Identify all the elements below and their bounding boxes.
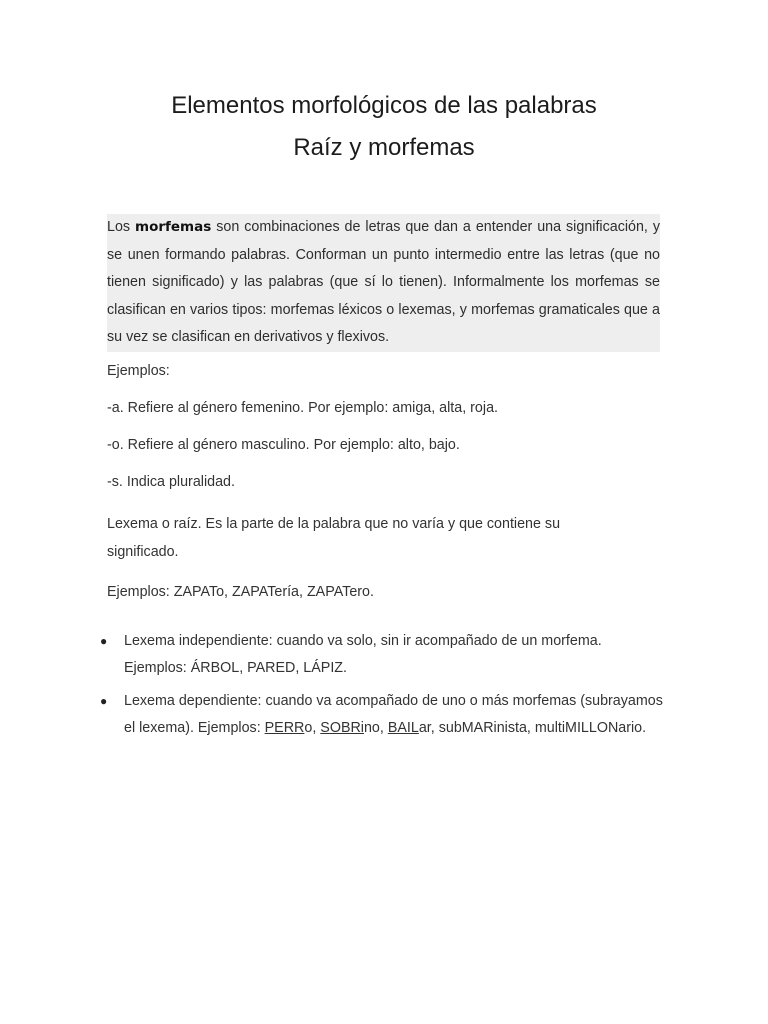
bullet-icon: ●: [100, 634, 108, 648]
underlined-lexeme: SOBRi: [320, 720, 364, 736]
examples-heading: Ejemplos:: [107, 363, 170, 379]
intro-text-start: Los: [107, 219, 136, 235]
suffix: o: [304, 720, 313, 736]
document-subtitle: Raíz y morfemas: [293, 134, 475, 161]
suffix: ar: [418, 720, 431, 736]
underlined-lexeme: PERR: [264, 720, 305, 736]
list-item-text: Lexema independiente: cuando va solo, sin ir acompañado de un morfema. Ejemplos: ÁRBOL, PARED, LÁPIZ.: [124, 633, 602, 676]
intro-text-rest: son combinaciones de letras que dan a entender una significación, y se unen formando palabras. Conforman un punto intermedio entre las letras (que no tienen significado) y las palabras (que sí lo tienen). Informalmente los morfemas se clasifican en varios tipos: morfemas léxicos o lexemas, y morfemas gramaticales que a su vez se clasifican en derivativos y flexivos.: [107, 219, 660, 345]
intro-paragraph: [107, 214, 660, 352]
intro-bold-term: morfemas: [135, 219, 212, 235]
suffix: no: [363, 720, 380, 736]
separator: ,: [379, 720, 388, 736]
bullet-icon: ●: [100, 694, 108, 708]
list-item-text: [124, 688, 664, 742]
lexema-definition: Lexema o raíz. Es la parte de la palabra que no varía y que contiene su significado.: [107, 516, 561, 560]
document-title: Elementos morfológicos de las palabras: [171, 92, 597, 119]
example-masculine: -o. Refiere al género masculino. Por ejemplo: alto, bajo.: [107, 437, 460, 453]
example-plural: -s. Indica pluralidad.: [107, 474, 235, 490]
example-feminine: -a. Refiere al género femenino. Por ejemplo: amiga, alta, roja.: [107, 400, 498, 416]
examples-zapato: Ejemplos: ZAPATo, ZAPATería, ZAPATero.: [107, 584, 374, 600]
list-item-text-start: Lexema dependiente: cuando va acompañado de uno o más morfemas (subrayamos el lexema). Ejemplos:: [124, 693, 663, 736]
underlined-lexeme: BAIL: [387, 720, 419, 736]
separator: ,: [312, 720, 321, 736]
list-item-text-end: , subMARinista, multiMILLONario.: [430, 720, 647, 736]
